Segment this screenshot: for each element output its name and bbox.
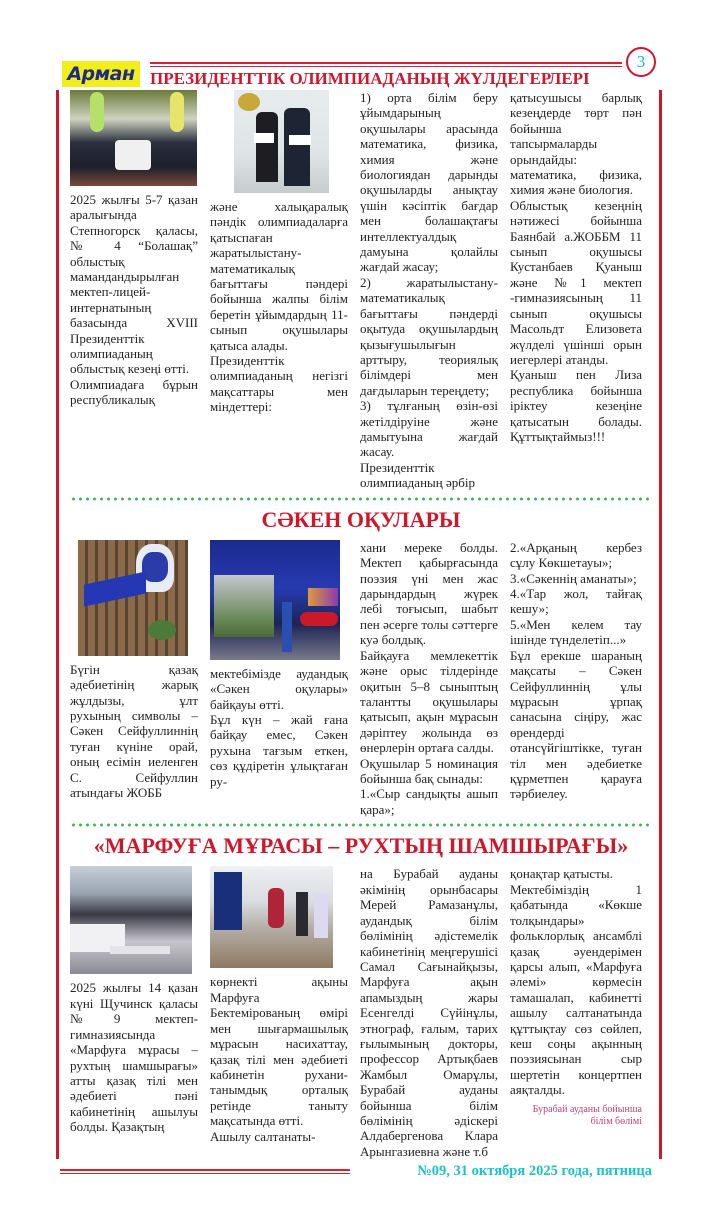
section3-column-3 (360, 866, 498, 1159)
section3-column-1 (70, 980, 198, 1134)
page-number: 3 (636, 52, 646, 71)
section1-column-1-wrap (70, 90, 198, 408)
section3-column-4 (510, 866, 642, 1097)
article-credit (510, 1104, 642, 1128)
section2-columns (70, 540, 652, 817)
section2-column-3 (360, 540, 498, 817)
section1-column-4 (510, 90, 642, 444)
footer-rule-bottom (60, 1173, 350, 1174)
logo-text: Арман (67, 63, 135, 85)
section1-col1-para: Олимпиадаға бұрын республикалық (70, 376, 198, 408)
section1-title: ПРЕЗИДЕНТТІК ОЛИМПИАДАНЫҢ ЖҮЛДЕГЕРЛЕРІ (150, 69, 590, 88)
section1-column-3 (360, 90, 498, 491)
section1-column-1 (70, 192, 198, 408)
issue-date: №09, 31 октября 2025 года, пятница (417, 1163, 652, 1180)
section3-col2-para: Ашылу салтанаты- (210, 1128, 316, 1144)
section2-column-4 (510, 540, 642, 802)
section1-col3-para: 1) орта білім беру ұйымдарының оқушылары арасында математика, физика, химия және биологиядан дарынды оқушыларды анықтау үшін кәсіптік бағдар мен болашақтағы интеллектуалдық дамуына қолайлы жағдай жасау; (360, 90, 498, 275)
section2-column-1 (70, 662, 198, 801)
section1-columns (70, 90, 652, 491)
section3-col2-para: көрнекті ақыны Марфуға Бектемірованың өмірі мен шығармашылық мұрасын насихаттау, қазақ тілі мен әдебиеті кабинетін рухани-танымдық орталық ретінде таныту мақсатында өтті. (210, 974, 348, 1129)
credit-line-2: білім бөлімі (590, 1115, 642, 1127)
section2-col3-para: Байқауға мемлекеттік және орыс тілдерінде оқитын 5–8 сыныптың талантты оқушылары қатысып, ақын мұрасын дәріптеу жолында өз өнерлерін ортаға салды. (360, 647, 498, 756)
section1-col2-para: Президенттік олимпиаданың негізгі мақсаттары мен міндеттері: (210, 353, 348, 415)
header-rule-top (150, 62, 622, 64)
section1-col1-para: 2025 жылғы 5-7 қазан аралығында Степногорск қаласы, № 4 “Болашақ” облыстық мамандандырылған мектеп-лицей-интернатының базасында XVIII Президенттік олимпиаданың облыстық кезеңі өтті. (70, 192, 198, 377)
section1-col3-para: Президенттік олимпиаданың әрбір (360, 459, 475, 491)
section1-col4-para: Облыстық кезеңнің нәтижесі бойынша Баянбай а.ЖОББМ 11 сынып оқушысы Кустанбаев Қуаныш және №1 мектеп -гимназиясының 11 сынып оқушысы Масольдт Елизовета жүлделі үшінші орын иегерлері атанды. (510, 197, 642, 367)
dotted-divider (70, 823, 652, 827)
classroom-opening-photo (70, 866, 192, 974)
section3-col1-para: 2025 жылғы 14 қазан күні Щучинск қаласы №9 мектеп-гимназиясында «Марфуға мұрасы – рухтың шамшырағы» атты қазақ тілі мен әдебиеті пәні кабинетінің ашылуы болды. Қазақтың (70, 980, 198, 1135)
saken-seifullin-portrait-photo (78, 540, 188, 656)
section2-column-2-wrap (210, 540, 348, 789)
header-rule-bottom (150, 66, 622, 67)
section1-column-2-wrap (210, 90, 348, 415)
section3-column-1-wrap (70, 866, 198, 1134)
page-footer (60, 1163, 652, 1193)
section2-col4-para: 4.«Тар жол, тайғақ кешу»; (510, 586, 642, 617)
section2-col3-para: хани мереке болды. Мектеп қабырғасында поэзия үні мен жас дарындардың жүрек лебі тоғысып, шабыт пен әсерге толы сәттерге куә болдық. (360, 539, 498, 648)
credit-line-1: Бурабай ауданы бойынша (532, 1103, 642, 1115)
section2-column-1-wrap (70, 540, 198, 801)
section1-col4-para: Қуаныш пен Лиза республика бойынша іріктеу кезеңіне қатысатын болады. Құттықтаймыз!!! (510, 367, 642, 444)
cabinet-ceremony-photo (210, 866, 333, 968)
section2-col4-para: Бұл ерекше шараның мақсаты – Сәкен Сейфуллиннің ұлы мұрасын ұрпақ санасына сіңіру, жас өрендерді отансүйгіштікке, туған тіл мен әдебиетке құрметпен қарауға тәрбиелеу. (510, 647, 642, 802)
section2-col1-para: Бүгін қазақ әдебиетінің жарық жұлдызы, ұлт рухының символы – Сәкен Сейфуллиннің туған күніне орай, оның есімін иеленген С. Сейфуллин атындағы ЖОББ (70, 661, 198, 801)
newspaper-logo (62, 61, 140, 87)
section2-col4-para: 2.«Арқаның кербез сұлу Көкшетауы»; (510, 539, 642, 571)
two-students-with-certificates-photo (234, 90, 329, 193)
footer-rule-top (60, 1169, 350, 1171)
group-of-olympiad-winners-photo (70, 90, 197, 186)
page-header (62, 44, 656, 90)
section1 (70, 90, 652, 1159)
page-number-badge (626, 47, 656, 77)
section1-col3-para: 3) тұлғаның өзін-өзі жетілдіруіне және дамытуына жағдай жасау. (360, 398, 498, 460)
section2-col2-para: Бұл күн – жай ғана байқау емес, Сәкен рухына тағзым еткен, сөз құдіретін ұлықтаған ру- (210, 712, 348, 789)
saken-readings-stage-photo (210, 540, 340, 660)
section1-col3-para: 2) жаратылыстану-математикалық бағыттағы пәндерді оқытуда оқушылардың қызығушылығын арттыру, теориялық білімдері мен дағдыларын тереңдету; (360, 274, 498, 398)
section1-col2-para: және халықаралық пәндік олимпиадаларға қатыспаған жаратылыстану-математикалық бағыттағы пәндері бойынша жалпы білім беретін ұйымдардың 11-сынып оқушылары қатыса алады. (210, 199, 348, 353)
section2-col4-para: 3.«Сәкеннің аманаты»; (510, 570, 637, 586)
section1-col4-para: қатысушысы барлық кезеңдерде төрт пән бойынша тапсырмаларды орындайды: математика, физика, химия және биология. (510, 90, 642, 198)
section2-col2-para: мектебімізде аудандық «Сәкен оқулары» байқауы өтті. (210, 665, 348, 712)
section2-col3-para: 1.«Сыр сандықты ашып қара»; (360, 786, 498, 817)
section3-column-2 (210, 974, 348, 1143)
section3-column-2-wrap (210, 866, 348, 1143)
section3-col3-para: на Бурабай ауданы әкімінің орынбасары Мерей Рамазанұлы, аудандық білім бөлімінің әдістемелік кабинетінің меңгерушісі Самал Сағынайқызы, Марфуға ақын апамыздың жары Есенгелді Сүйінұлы, этнограф, ғалым, тарих ғылымының докторы, профессор Артықбаев Жамбыл Омарұлы, Бурабай ауданы бойынша білім бөлімінің әдіскері Алдабергенова Клара Арынгазиевна және т.б (360, 866, 498, 1159)
dotted-divider (70, 497, 652, 501)
section2-col4-para: 5.«Мен келем тау ішінде түнделетіп...» (510, 616, 642, 648)
section3-col4-para: Мектебіміздің 1 қабатында «Көкше толқындары» фольклорлық ансамблі қазақ әуендерімен қарсы алып, «Марфуға әлемі» көрмесін тамашалап, кабинетті ашылу салтанатында құттықтау сөз сөйлеп, кеш соңы ақынның поэзиясынан сыр шертетін концертпен аяқталды. (510, 881, 642, 1098)
section2-title: СӘКЕН ОҚУЛАРЫ (261, 506, 461, 532)
section1-column-2 (210, 199, 348, 415)
section2-col3-para: Оқушылар 5 номинация бойынша бақ сынады: (360, 755, 498, 786)
section2-column-2 (210, 666, 348, 789)
section3-col4-para: қонақтар қатысты. (510, 866, 613, 882)
section3-columns (70, 866, 652, 1159)
section3-column-4-wrap (510, 866, 642, 1127)
section3-title: «МАРФУҒА МҰРАСЫ – РУХТЫҢ ШАМШЫРАҒЫ» (93, 833, 629, 859)
